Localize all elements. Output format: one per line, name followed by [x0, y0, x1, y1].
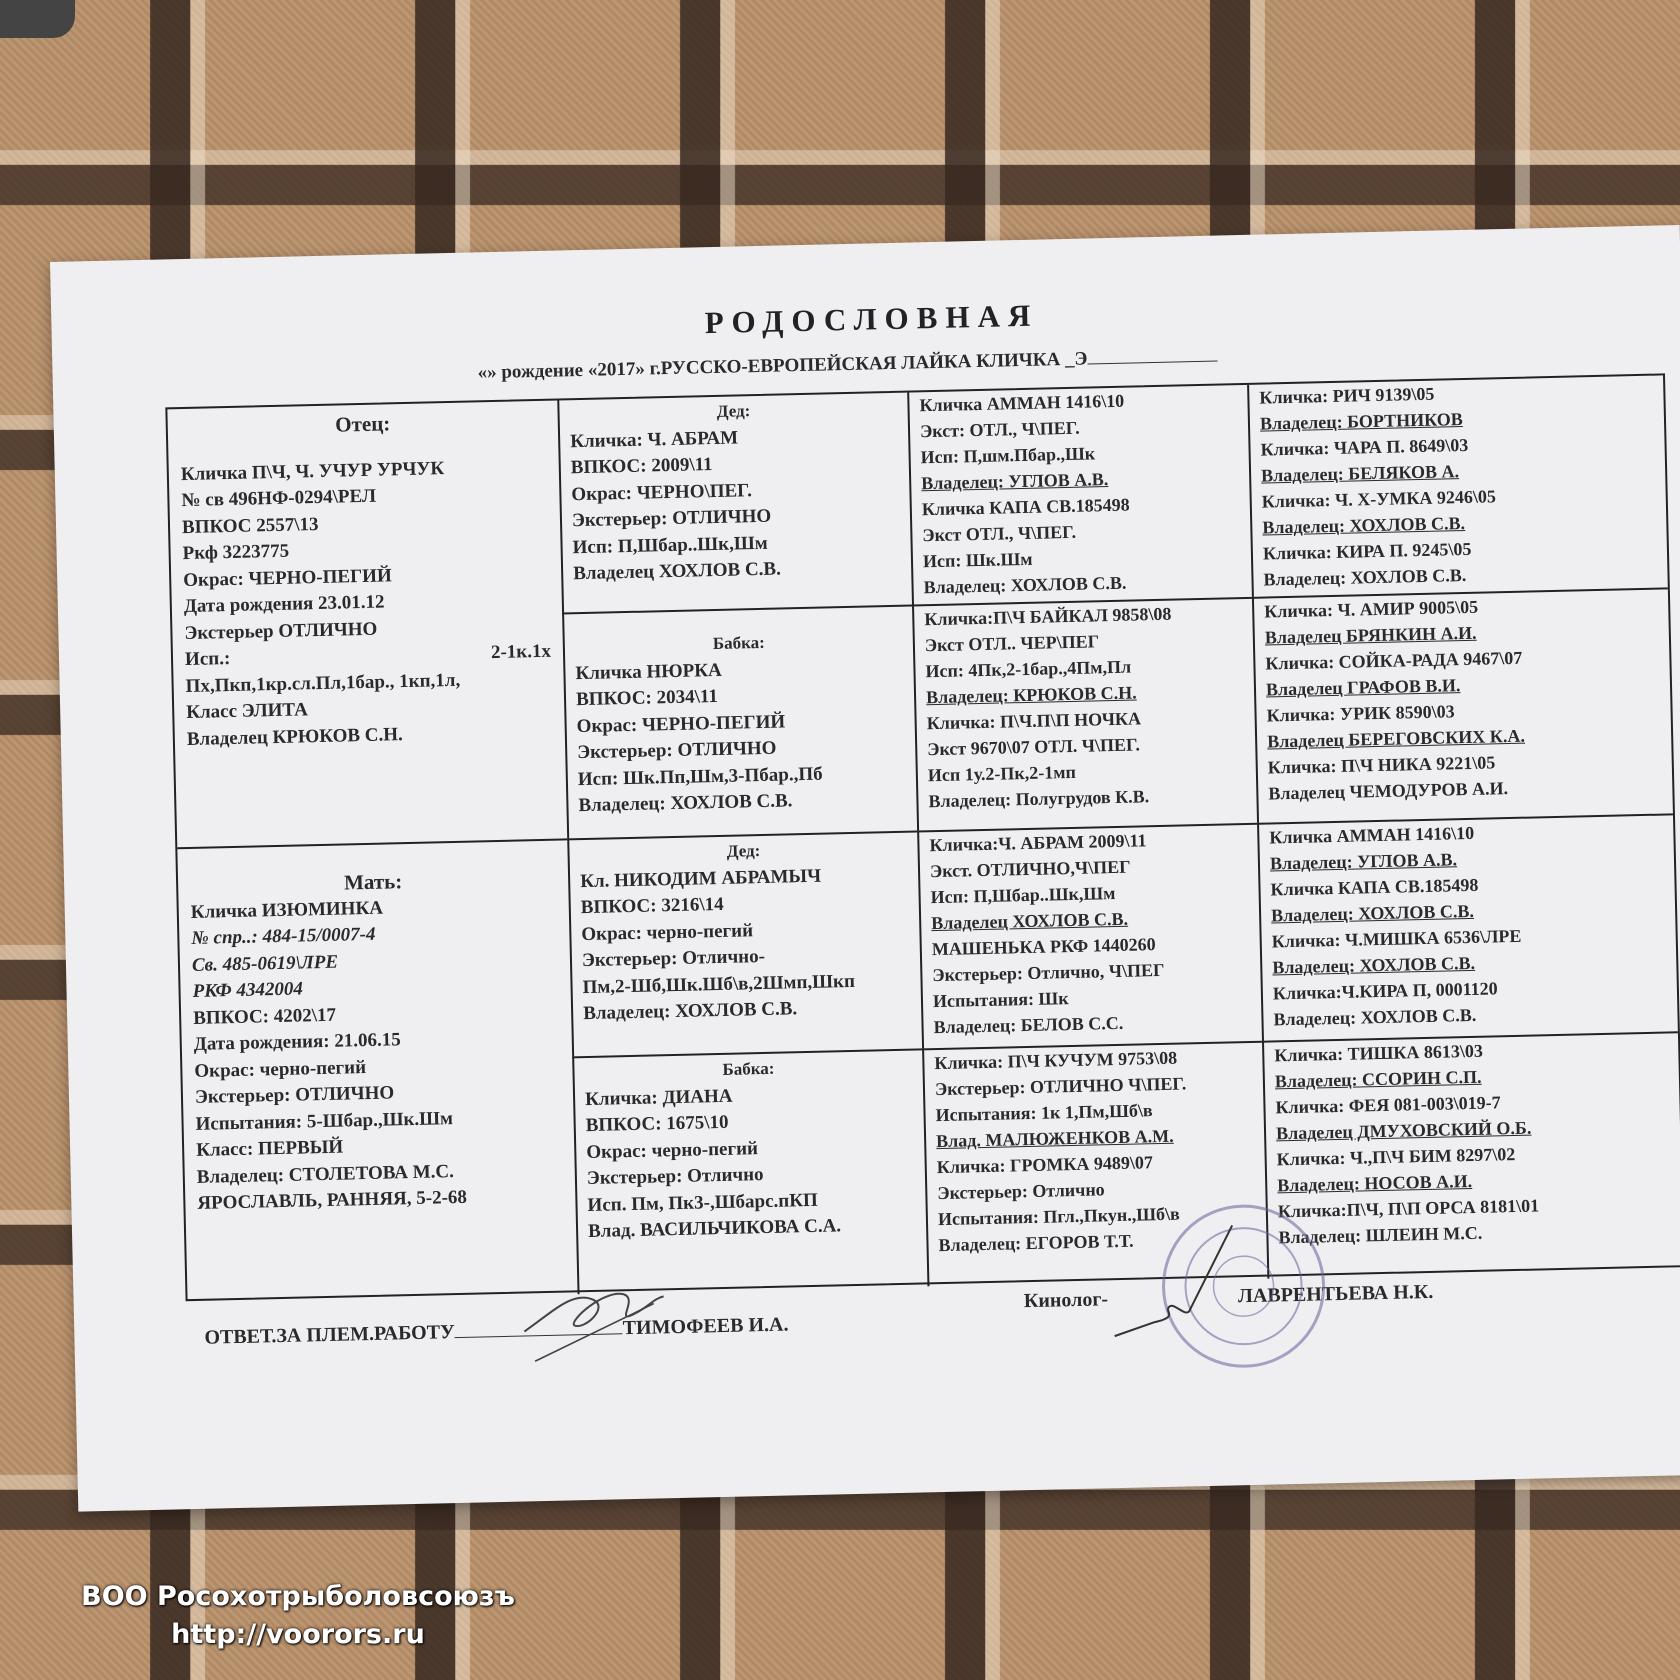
cynologist-signature-line: Кинолог- ЛАВРЕНТЬЕВА Н.К.: [1023, 1280, 1434, 1313]
great-grandparents-cell-1: Кличка АММАН 1416\10 Экст: ОТЛ., Ч\ПЕГ. Исп: П,шм.Пбар.,Шк Владелец: УГЛОВ А.В. Кличка КАПА СВ.185498 Экст ОТЛ., Ч\ПЕГ. Исп: Шк.Шм Владелец: ХОХЛОВ С.В.: [907, 385, 1252, 605]
mother-header: Мать:: [343, 869, 403, 895]
gg-grandparents-cell-4: Кличка: ТИШКА 8613\03 Владелец: ССОРИН С.П. Кличка: ФЕЯ 081-003\019-7 Владелец ДМУХОВСКИЙ О.Б. Кличка: Ч.,П\Ч БИМ 8297\02 Владелец: НОСОВ А.И. Кличка:П\Ч, П\П ОРСА 8181\01 Владелец: ШЛЕИН М.С.: [1262, 1031, 1680, 1278]
maternal-grandmother-cell: Бабка: Кличка: ДИАНА ВПКОС: 1675\10 Окрас: черно-пегий Экстерьер: Отлично Исп. Пм, Пк3-,Шбарс.пКП Влад. ВАСИЛЬЧИКОВА С.А.: [572, 1048, 927, 1294]
paternal-grandmother-cell: Бабка: Кличка НЮРКА ВПКОС: 2034\11 Окрас: ЧЕРНО-ПЕГИЙ Экстерьер: ОТЛИЧНО Исп: Шк.Пп,Шм,3-Пбар.,Пб Владелец: ХОХЛОВ С.В.: [562, 605, 917, 839]
binder-clip: [0, 0, 75, 38]
great-grandparents-cell-4: Кличка: П\Ч КУЧУМ 9753\08 Экстерьер: ОТЛИЧНО Ч\ПЕГ. Испытания: 1к 1,Пм,Шб\в Влад. МАЛЮЖЕНКОВ А.М. Кличка: ГРОМКА 9489\07 Экстерьер: Отлично Испытания: Пгл.,Пкун.,Шб\в Владелец: ЕГОРОВ Т.Т.: [922, 1041, 1267, 1287]
paternal-grandfather-cell: Дед: Кличка: Ч. АБРАМ ВПКОС: 2009\11 Окрас: ЧЕРНО\ПЕГ. Экстерьер: ОТЛИЧНО Исп: П,Шбар..Шк,Шм Владелец ХОХЛОВ С.В.: [557, 393, 912, 613]
gg-grandparents-cell-3: Кличка АММАН 1416\10 Владелец: УГЛОВ А.В. Кличка КАПА СВ.185498 Владелец: ХОХЛОВ С.В. Кличка: Ч.МИШКА 6536\ЛРЕ Владелец: ХОХЛОВ С.В. Кличка:Ч.КИРА П, 0001120 Владелец: ХОХЛОВ С.В.: [1257, 813, 1678, 1040]
document-title: РОДОСЛОВНАЯ: [704, 297, 1039, 341]
watermark: ВОО Росохотрыболовсоюзъ http://voorors.ru: [81, 1581, 515, 1650]
signature-responsible: [513, 1268, 675, 1372]
father-header: Отец:: [334, 411, 391, 437]
maternal-grandfather-cell: Дед: Кл. НИКОДИМ АБРАМЫЧ ВПКОС: 3216\14 Окрас: черно-пегий Экстерьер: Отлично- Пм,2-Шб,Шк.Шб\в,2Шмп,Шкп Владелец: ХОХЛОВ С.В.: [567, 830, 922, 1056]
responsible-signature-line: ОТВЕТ.ЗА ПЛЕМ.РАБОТУ ТИМОФЕЕВ И.А.: [204, 1313, 789, 1349]
gg-grandparents-cell-2: Кличка: Ч. АМИР 9005\05 Владелец БРЯНКИН А.И. Кличка: СОЙКА-РАДА 9467\07 Владелец ГРАФОВ В.И. Кличка: УРИК 8590\03 Владелец БЕРЕГОВСКИХ К.А. Кличка: П\Ч НИКА 9221\05 Владелец ЧЕМОДУРОВ А.И.: [1252, 587, 1673, 822]
great-grandparents-cell-3: Кличка:Ч. АБРАМ 2009\11 Экст. ОТЛИЧНО,Ч\ПЕГ Исп: П,Шбар..Шк,Шм Владелец ХОХЛОВ С.В. МАШЕНЬКА РКФ 1440260 Экстерьер: Отлично, Ч\ПЕГ Испытания: Шк Владелец: БЕЛОВ С.С.: [917, 823, 1262, 1049]
pedigree-table: [165, 373, 1680, 1301]
pedigree-document: [50, 225, 1680, 1512]
document-subtitle: «» рождение «2017» г.РУССКО-ЕВРОПЕЙСКАЯ ЛАЙКА КЛИЧКА _Э: [477, 346, 1217, 385]
mother-cell: Мать: Кличка ИЗЮМИНКА № спр..: 484-15/0007-4 Св. 485-0619\ЛРЕ РКФ 4342004 ВПКОС: 4202\17 Дата рождения: 21.06.15 Окрас: черно-пегий Экстерьер: ОТЛИЧНО Испытания: 5-Шбар.,Шк.Шм Класс: ПЕРВЫЙ Владелец: СТОЛЕТОВА М.С. ЯРОСЛАВЛЬ, РАННЯЯ, 5-2-68: [177, 838, 577, 1303]
great-grandparents-cell-2: Кличка:П\Ч БАЙКАЛ 9858\08 Экст ОТЛ.. ЧЕР\ПЕГ Исп: 4Пк,2-1бар.,4Пм,Пл Владелец: КРЮКОВ С.Н. Кличка: П\Ч.П\П НОЧКА Экст 9670\07 ОТЛ. Ч\ПЕГ. Исп 1у.2-Пк,2-1мп Владелец: Полугрудов К.В.: [912, 597, 1257, 831]
gg-grandparents-cell-1: Кличка: РИЧ 9139\05 Владелец: БОРТНИКОВ Кличка: ЧАРА П. 8649\03 Владелец: БЕЛЯКОВ А. Кличка: Ч. Х-УМКА 9246\05 Владелец: ХОХЛОВ С.В. Кличка: КИРА П. 9245\05 Владелец: ХОХЛОВ С.В.: [1247, 375, 1668, 596]
father-cell: Отец: Кличка П\Ч, Ч. УЧУР УРЧУК № св 496НФ-0294\РЕЛ ВПКОС 2557\13 Ркф 3223775 Окрас: ЧЕРНО-ПЕГИЙ Дата рождения 23.01.12 Экстерьер ОТЛИЧНО Исп.: 2-1к.1х Пх,Пкп,1кр.сл.Пл,1бар., 1кп,1л, Класс ЭЛИТА Владелец КРЮКОВ С.Н.: [167, 401, 567, 848]
signature-cynologist: [1092, 1215, 1255, 1339]
